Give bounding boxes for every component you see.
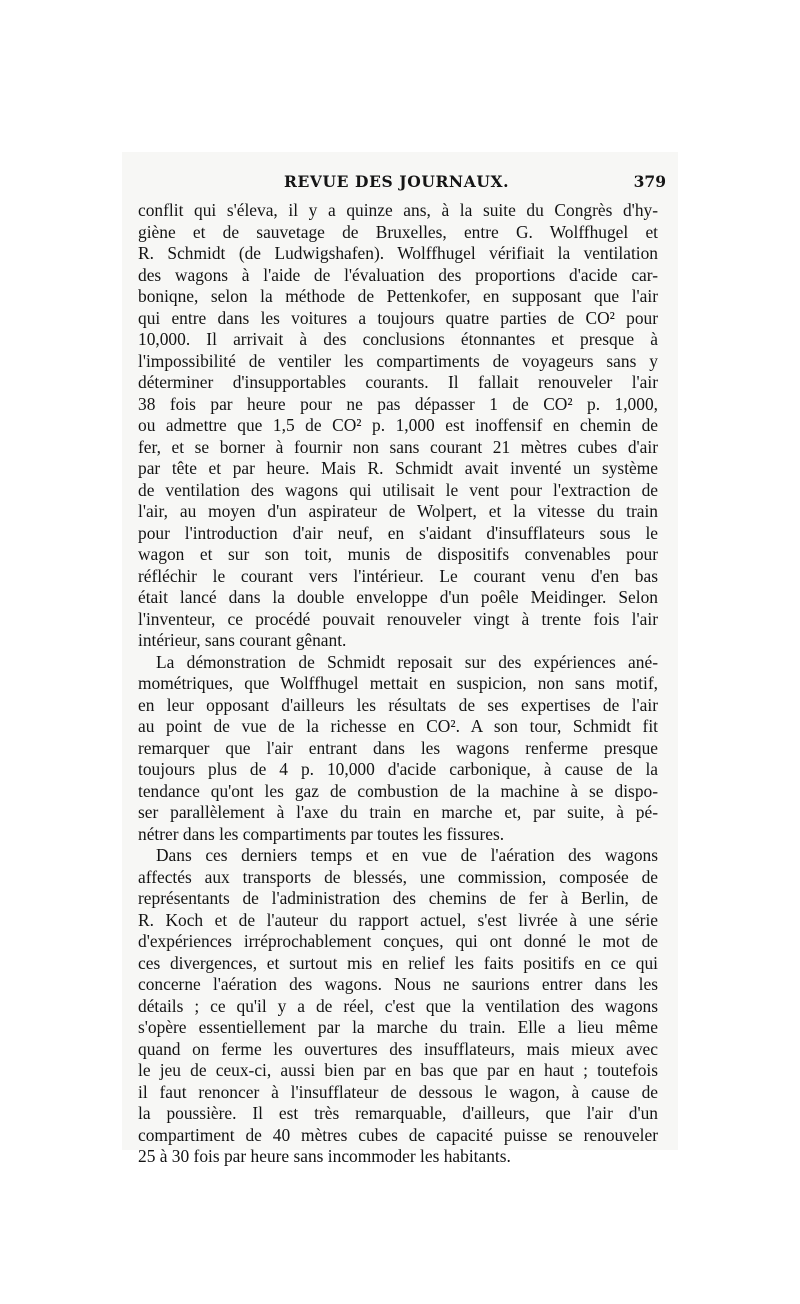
text-line: l'air, au moyen d'un aspirateur de Wolpert, et la vitesse du train	[138, 501, 658, 521]
page-number: 379	[633, 172, 666, 191]
text-line: 38 fois par heure pour ne pas dépasser 1 de CO² p. 1,000,	[138, 393, 658, 414]
text-line: conflit qui s'éleva, il y a quinze ans, à la suite du Congrès d'hy-	[138, 200, 658, 220]
text-line: ces divergences, et surtout mis en relief les faits positifs en ce qui	[138, 952, 658, 973]
text-line: réfléchir le courant vers l'intérieur. Le courant venu d'en bas	[138, 565, 658, 586]
running-title: REVUE DES JOURNAUX.	[284, 172, 510, 191]
text-line: pour l'introduction d'air neuf, en s'aidant d'insufflateurs sous le	[138, 522, 658, 543]
text-line: d'expériences irréprochablement conçues, qui ont donné le mot de	[138, 931, 658, 951]
text-line: de ventilation des wagons qui utilisait le vent pour l'extraction de	[138, 479, 658, 500]
text-line: concerne l'aération des wagons. Nous ne saurions entrer dans les	[138, 974, 658, 994]
text-line: 10,000. Il arrivait à des conclusions étonnantes et presque à	[138, 329, 658, 349]
text-line: ou admettre que 1,5 de CO² p. 1,000 est inoffensif en chemin de	[138, 415, 658, 435]
text-line: qui entre dans les voitures a toujours quatre parties de CO² pour	[138, 307, 658, 328]
text-line: le jeu de ceux-ci, aussi bien par en bas que par en haut ; toutefois	[138, 1060, 658, 1080]
text-line: giène et de sauvetage de Bruxelles, entre G. Wolffhugel et	[138, 221, 658, 242]
text-line: compartiment de 40 mètres cubes de capacité puisse se renouveler	[138, 1124, 658, 1145]
text-line: mométriques, que Wolffhugel mettait en suspicion, non sans motif,	[138, 673, 658, 693]
text-line: ser parallèlement à l'axe du train en marche et, par suite, à pé-	[138, 802, 658, 822]
text-line: remarquer que l'air entrant dans les wagons renferme presque	[138, 737, 658, 758]
text-line: il faut renoncer à l'insufflateur de dessous le wagon, à cause de	[138, 1081, 658, 1102]
text-line: des wagons à l'aide de l'évaluation des proportions d'acide car-	[138, 264, 658, 285]
text-line: déterminer d'insupportables courants. Il fallait renouveler l'air	[138, 372, 658, 392]
text-line: par tête et par heure. Mais R. Schmidt avait inventé un système	[138, 458, 658, 478]
text-line: boniqne, selon la méthode de Pettenkofer, en supposant que l'air	[138, 286, 658, 306]
text-line: La démonstration de Schmidt reposait sur des expériences ané-	[156, 651, 658, 672]
text-line: la poussière. Il est très remarquable, d'ailleurs, que l'air d'un	[138, 1103, 658, 1123]
text-line: quand on ferme les ouvertures des insufflateurs, mais mieux avec	[138, 1038, 658, 1059]
text-line: Dans ces derniers temps et en vue de l'aération des wagons	[156, 845, 658, 865]
text-line: en leur opposant d'ailleurs les résultats de ses expertises de l'air	[138, 694, 658, 715]
text-line: 25 à 30 fois par heure sans incommoder les habitants.	[138, 1146, 511, 1166]
text-line: intérieur, sans courant gênant.	[138, 630, 347, 650]
text-line: au point de vue de la richesse en CO². A son tour, Schmidt fit	[138, 716, 658, 736]
text-line: nétrer dans les compartiments par toutes les fissures.	[138, 823, 505, 844]
text-line: s'opère essentiellement par la marche du train. Elle a lieu même	[138, 1017, 658, 1037]
text-line: détails ; ce qu'il y a de réel, c'est que la ventilation des wagons	[138, 995, 658, 1016]
running-header	[134, 172, 672, 196]
text-line: R. Koch et de l'auteur du rapport actuel, s'est livrée à une série	[138, 909, 658, 930]
text-line: l'impossibilité de ventiler les compartiments de voyageurs sans y	[138, 350, 658, 371]
text-line: l'inventeur, ce procédé pouvait renouveler vingt à trente fois l'air	[138, 608, 658, 629]
text-line: représentants de l'administration des chemins de fer à Berlin, de	[138, 888, 658, 908]
text-line: affectés aux transports de blessés, une commission, composée de	[138, 866, 658, 887]
text-line: toujours plus de 4 p. 10,000 d'acide carbonique, à cause de la	[138, 759, 658, 779]
text-line: tendance qu'ont les gaz de combustion de la machine à se dispo-	[138, 780, 658, 801]
text-line: fer, et se borner à fournir non sans courant 21 mètres cubes d'air	[138, 436, 658, 457]
text-line: R. Schmidt (de Ludwigshafen). Wolffhugel vérifiait la ventilation	[138, 243, 658, 263]
text-line: wagon et sur son toit, munis de dispositifs convenables pour	[138, 544, 658, 564]
text-line: était lancé dans la double enveloppe d'un poêle Meidinger. Selon	[138, 587, 658, 607]
body-text	[138, 200, 658, 1168]
